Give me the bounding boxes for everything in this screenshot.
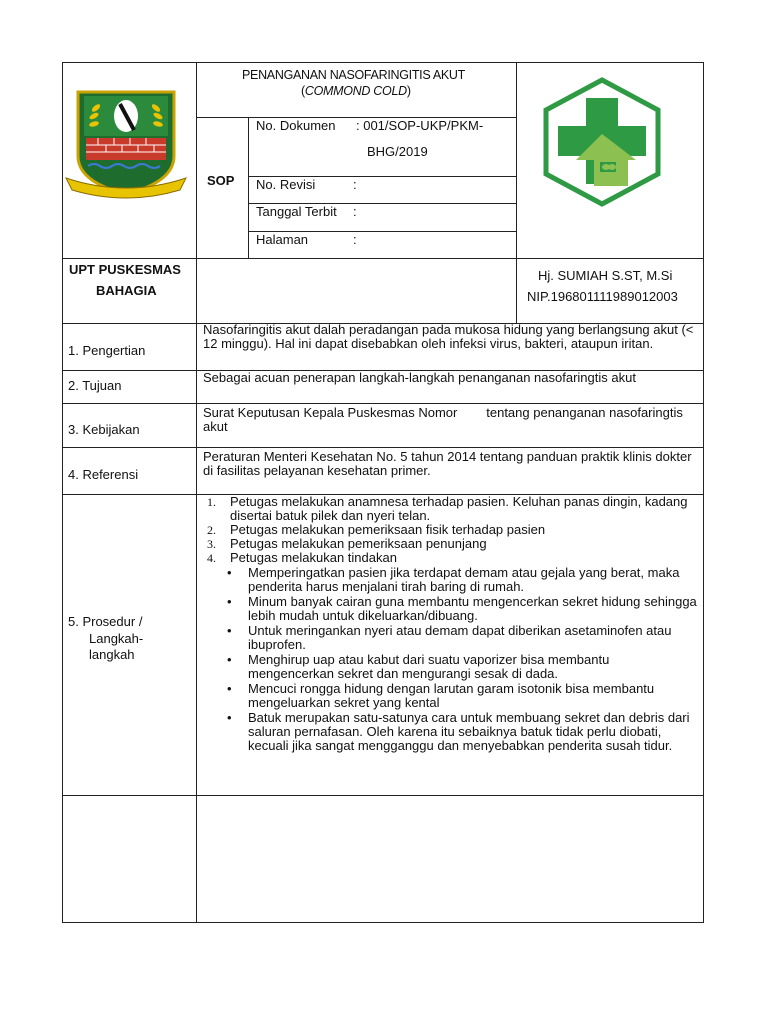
step-text: Petugas melakukan tindakan [230, 550, 397, 565]
issue-date-label: Tanggal Terbit [256, 204, 337, 219]
procedure-step [203, 551, 697, 565]
step-text: Petugas melakukan anamnesa terhadap pasien. Keluhan panas dingin, kadang disertai batuk pilek dan nyeri telan. [230, 494, 688, 523]
procedure-steps [203, 495, 697, 754]
doc-number-value: : 001/SOP-UKP/PKM- [356, 118, 484, 133]
procedure-step [203, 495, 697, 523]
step-number: 3. [207, 537, 216, 551]
bullet-dot: • [227, 565, 232, 580]
page-label: Halaman [256, 232, 309, 247]
step-number: 1. [207, 495, 216, 509]
row-label-referensi: 4. Referensi [68, 467, 139, 482]
action-bullets [203, 566, 697, 753]
procedure-step [203, 523, 697, 537]
row-label-tujuan: 2. Tujuan [68, 378, 122, 393]
issue-date-value: : [353, 204, 357, 219]
revision-label: No. Revisi [256, 177, 316, 192]
sop-label: SOP [207, 173, 235, 188]
org-name-line2: BAHAGIA [96, 283, 157, 298]
row-label-prosedur: 5. Prosedur / [68, 614, 143, 629]
puskesmas-logo [536, 76, 668, 208]
bullet-item: • Untuk meringankan nyeri atau demam dapat diberikan asetaminofen atau ibuprofen. [227, 623, 672, 652]
regional-crest-logo [64, 86, 188, 202]
row-label-pengertian: 1. Pengertian [68, 343, 146, 358]
doc-number-label: No. Dokumen [256, 118, 336, 133]
bullet-dot: • [227, 710, 232, 725]
document-title-line1: PENANGANAN NASOFARINGITIS AKUT [242, 68, 465, 82]
row-text-pengertian: Nasofaringitis akut dalah peradangan pada mukosa hidung yang berlangsung akut (< 12 minggu). Hal ini dapat disebabkan oleh infeksi virus, bakteri, ataupun iritan. [203, 322, 694, 351]
org-name-line1: UPT PUSKESMAS [69, 262, 181, 277]
document-title-line2: (COMMOND COLD) [301, 84, 411, 98]
row-text-tujuan: Sebagai acuan penerapan langkah-langkah penanganan nasofaringtis akut [203, 370, 636, 385]
step-text: Petugas melakukan pemeriksaan penunjang [230, 536, 487, 551]
bullet-item: • Memperingatkan pasien jika terdapat demam atau gejala yang berat, maka penderita harus menjalani tirah baring di rumah. [227, 565, 680, 594]
step-number: 4. [207, 551, 216, 565]
document-title-italic: COMMOND COLD [304, 84, 407, 98]
doc-number-value-cont: BHG/2019 [367, 144, 428, 159]
page-value: : [353, 232, 357, 247]
row-text-referensi: Peraturan Menteri Kesehatan No. 5 tahun 2014 tentang panduan praktik klinis dokter di fasilitas pelayanan kesehatan primer. [203, 449, 692, 478]
bullet-item: • Menghirup uap atau kabut dari suatu vaporizer bisa membantu mengencerkan sekret dan mengurangi sesak di dada. [227, 652, 610, 681]
row-label-prosedur-line2: Langkah- [89, 631, 144, 646]
bullet-dot: • [227, 652, 232, 667]
row-text-kebijakan: Surat Keputusan Kepala Puskesmas Nomor tentang penanganan nasofaringtis akut [203, 405, 687, 434]
step-text: Petugas melakukan pemeriksaan fisik terhadap pasien [230, 522, 546, 537]
bullet-dot: • [227, 681, 232, 696]
signer-nip: NIP.196801111989012003 [527, 289, 678, 304]
procedure-step [203, 537, 697, 551]
bullet-dot: • [227, 623, 232, 638]
step-number: 2. [207, 523, 216, 537]
revision-value: : [353, 177, 357, 192]
bullet-item: • Mencuci rongga hidung dengan larutan garam isotonik bisa membantu mengeluarkan sekret yang kental [227, 681, 655, 710]
row-label-kebijakan: 3. Kebijakan [68, 422, 140, 437]
row-label-prosedur-line3: langkah [89, 647, 135, 662]
bullet-dot: • [227, 594, 232, 609]
bullet-item: • Minum banyak cairan guna membantu mengencerkan sekret hidung sehingga lebih mudah untuk dikeluarkan/dibuang. [227, 594, 697, 623]
bullet-item: • Batuk merupakan satu-satunya cara untuk membuang sekret dan debris dari saluran pernafasan. Oleh karena itu sebaiknya batuk tidak perlu diobati, kecuali jika sangat mengganggu dan menyebabkan penderita susah tidur. [227, 710, 690, 753]
signer-name: Hj. SUMIAH S.ST, M.Si [538, 268, 673, 283]
